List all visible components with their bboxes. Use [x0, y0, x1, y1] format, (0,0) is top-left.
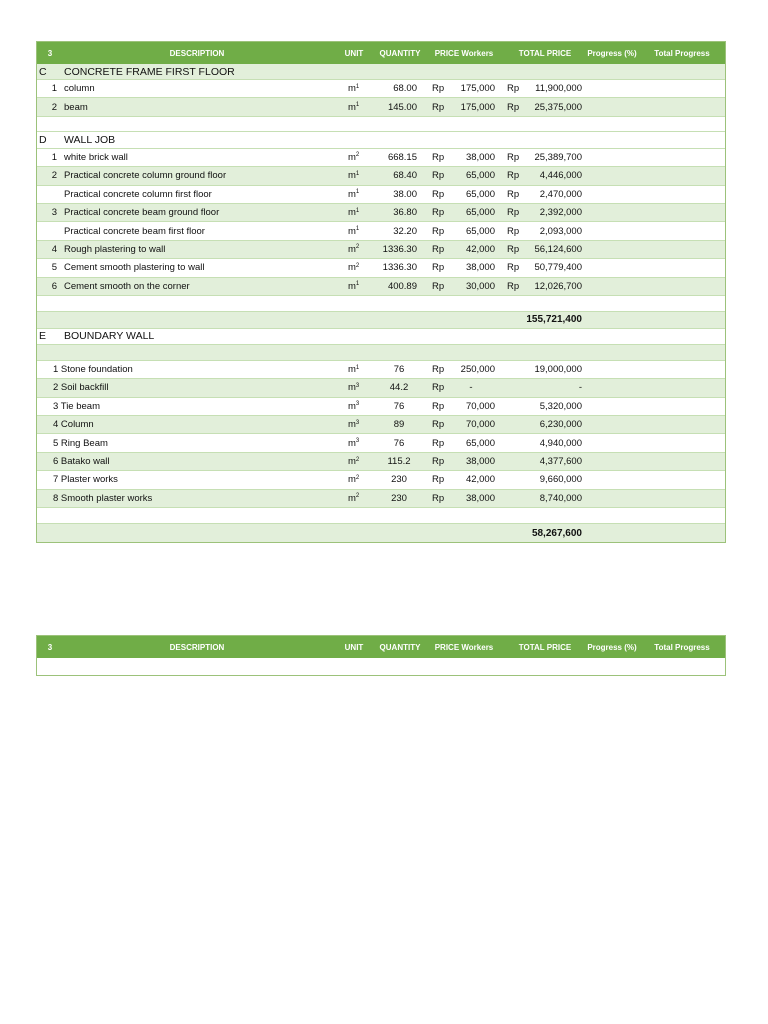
unit-sup: 2	[355, 493, 360, 500]
unit-sup: 3	[355, 438, 360, 445]
unit-base: m	[348, 225, 356, 237]
section-c-row	[37, 64, 725, 80]
row-qty: 38.00	[393, 188, 417, 200]
row-qty: 68.00	[393, 83, 417, 95]
row-unit	[348, 149, 378, 166]
row-rp: Rp	[432, 170, 445, 182]
table-row	[37, 167, 725, 185]
table-row	[37, 204, 725, 222]
table-row	[37, 149, 725, 167]
header-unit: UNIT	[344, 48, 364, 58]
cost-table-empty	[36, 635, 726, 676]
row-qty: 1336.30	[382, 262, 417, 274]
row-unit	[348, 80, 378, 97]
row-desc: Practical concrete beam ground floor	[64, 207, 220, 219]
row-total: 2,093,000	[539, 225, 582, 237]
empty-row	[37, 117, 725, 132]
row-qty: 668.15	[387, 151, 417, 163]
unit-base: m	[348, 170, 356, 182]
row-price: 65,000	[465, 207, 495, 219]
row-desc: 2 Soil backfill	[53, 382, 109, 394]
row-price: 42,000	[465, 243, 495, 255]
row-desc: 4 Column	[53, 419, 94, 431]
row-desc: Cement smooth plastering to wall	[64, 262, 205, 274]
row-unit	[348, 278, 378, 295]
row-unit	[348, 453, 378, 470]
unit-base: m	[348, 382, 356, 394]
row-rp: Rp	[432, 400, 445, 412]
row-qty: 400.89	[387, 280, 417, 292]
unit-sup: 2	[355, 152, 360, 159]
row-desc: column	[64, 83, 95, 95]
row-qty: 76	[393, 400, 405, 412]
header-description: DESCRIPTION	[169, 48, 225, 58]
row-qty: 32.20	[393, 225, 417, 237]
row-price: 70,000	[465, 419, 495, 431]
row-rp: Rp	[432, 364, 445, 376]
row-unit	[348, 416, 378, 433]
row-unit	[348, 167, 378, 184]
row-desc: 7 Plaster works	[53, 474, 118, 486]
row-rp: Rp	[432, 419, 445, 431]
row-rp: Rp	[432, 83, 445, 95]
table-row	[37, 361, 725, 379]
row-total: 2,392,000	[539, 207, 582, 219]
row-total: 12,026,700	[534, 280, 582, 292]
table-row	[37, 186, 725, 204]
row-rp: Rp	[507, 83, 520, 95]
row-desc: 5 Ring Beam	[53, 437, 108, 449]
row-desc: 8 Smooth plaster works	[53, 492, 153, 504]
row-price: 38,000	[465, 262, 495, 274]
section-title: WALL JOB	[64, 133, 116, 146]
unit-base: m	[348, 207, 356, 219]
row-qty: 230	[391, 492, 407, 504]
empty-row	[37, 296, 725, 312]
row-total: 5,320,000	[539, 400, 582, 412]
header-total-progress: Total Progress	[654, 48, 710, 58]
row-unit	[348, 204, 378, 221]
unit-sup: 1	[355, 364, 360, 371]
unit-sup: 1	[355, 189, 360, 196]
unit-sup: 2	[355, 474, 360, 481]
row-desc: white brick wall	[64, 151, 128, 163]
row-rp: Rp	[507, 243, 520, 255]
unit-base: m	[348, 456, 356, 468]
row-rp: Rp	[432, 262, 445, 274]
row-unit	[348, 361, 378, 378]
cost-table	[36, 41, 726, 543]
row-qty: 230	[391, 474, 407, 486]
row-total: 50,779,400	[534, 262, 582, 274]
row-price: 38,000	[465, 151, 495, 163]
row-rp: Rp	[507, 280, 520, 292]
row-no: 2	[51, 101, 57, 113]
header-no: 3	[47, 48, 53, 58]
row-desc: Practical concrete column ground floor	[64, 170, 227, 182]
unit-base: m	[348, 188, 356, 200]
row-desc: 3 Tie beam	[53, 400, 100, 412]
row-total: 4,940,000	[539, 437, 582, 449]
row-qty: 89	[393, 419, 405, 431]
table-row	[37, 222, 725, 240]
unit-sup: 1	[355, 170, 360, 177]
row-qty: 76	[393, 364, 405, 376]
row-rp: Rp	[432, 456, 445, 468]
row-rp: Rp	[432, 437, 445, 449]
row-rp: Rp	[432, 492, 445, 504]
row-total: 25,375,000	[534, 101, 582, 113]
row-qty: 68.40	[393, 170, 417, 182]
table-row	[37, 471, 725, 489]
row-desc: 6 Batako wall	[53, 456, 110, 468]
unit-base: m	[348, 437, 356, 449]
table-row	[37, 379, 725, 397]
unit-base: m	[348, 492, 356, 504]
row-unit	[348, 98, 378, 115]
row-price: 70,000	[465, 400, 495, 412]
header-unit: UNIT	[344, 642, 364, 652]
row-total: 4,446,000	[539, 170, 582, 182]
row-rp: Rp	[507, 101, 520, 113]
row-total: 19,000,000	[534, 364, 582, 376]
empty-row	[37, 508, 725, 524]
row-total: 6,230,000	[539, 419, 582, 431]
unit-sup: 2	[355, 456, 360, 463]
row-qty: 36.80	[393, 207, 417, 219]
row-total: 56,124,600	[534, 243, 582, 255]
row-total: 2,470,000	[539, 188, 582, 200]
table-row	[37, 453, 725, 471]
row-rp: Rp	[432, 188, 445, 200]
section-d-row	[37, 132, 725, 149]
table-row	[37, 80, 725, 98]
row-rp: Rp	[432, 207, 445, 219]
table-header	[37, 42, 725, 64]
header-progress: Progress (%)	[587, 48, 637, 58]
row-price: 38,000	[465, 456, 495, 468]
row-price: 38,000	[465, 492, 495, 504]
header-total-price: TOTAL PRICE	[518, 48, 572, 58]
row-no	[37, 222, 57, 239]
unit-base: m	[348, 243, 356, 255]
row-qty: 115.2	[387, 456, 411, 468]
subtotal-row	[37, 524, 725, 542]
row-unit	[348, 222, 378, 239]
row-desc: beam	[64, 101, 88, 113]
row-unit	[348, 259, 378, 276]
row-rp: Rp	[507, 151, 520, 163]
header-no: 3	[47, 642, 53, 652]
section-title: BOUNDARY WALL	[64, 330, 155, 343]
row-price: -	[469, 382, 473, 394]
row-rp: Rp	[507, 170, 520, 182]
row-unit	[348, 490, 378, 507]
table-row	[37, 434, 725, 452]
header-price-workers: PRICE Workers	[434, 642, 494, 652]
row-qty: 44.2	[389, 382, 409, 394]
empty-row	[37, 345, 725, 361]
unit-sup: 1	[355, 102, 360, 109]
row-no: 5	[51, 262, 57, 274]
row-price: 42,000	[465, 474, 495, 486]
unit-sup: 1	[355, 207, 360, 214]
row-no: 6	[51, 280, 57, 292]
table-row	[37, 416, 725, 434]
unit-base: m	[348, 83, 356, 95]
header-total-progress: Total Progress	[654, 642, 710, 652]
row-total: 11,900,000	[535, 83, 582, 95]
row-price: 250,000	[460, 364, 495, 376]
row-unit	[348, 379, 378, 396]
row-price: 175,000	[460, 101, 495, 113]
row-total: 9,660,000	[539, 474, 582, 486]
row-no: 3	[51, 207, 57, 219]
subtotal-value: 58,267,600	[531, 527, 582, 539]
row-total: 4,377,600	[539, 456, 582, 468]
unit-sup: 2	[355, 244, 360, 251]
row-rp: Rp	[432, 382, 445, 394]
row-total: 8,740,000	[539, 492, 582, 504]
row-unit	[348, 471, 378, 488]
row-qty: 1336.30	[382, 243, 417, 255]
row-desc: Practical concrete column first floor	[64, 188, 212, 200]
empty-row	[37, 658, 725, 675]
subtotal-row	[37, 312, 725, 329]
unit-base: m	[348, 419, 356, 431]
row-price: 65,000	[465, 170, 495, 182]
section-code: C	[39, 65, 47, 78]
row-rp: Rp	[507, 188, 520, 200]
row-unit	[348, 398, 378, 415]
section-code: D	[39, 133, 47, 146]
unit-base: m	[348, 280, 356, 292]
unit-base: m	[348, 101, 356, 113]
unit-sup: 3	[355, 382, 360, 389]
header-quantity: QUANTITY	[379, 48, 421, 58]
row-unit	[348, 186, 378, 203]
header-description: DESCRIPTION	[169, 642, 225, 652]
row-qty: 145.00	[387, 101, 417, 113]
unit-sup: 3	[355, 419, 360, 426]
row-rp: Rp	[507, 225, 520, 237]
row-rp: Rp	[507, 262, 520, 274]
section-e-row	[37, 329, 725, 345]
header-progress: Progress (%)	[587, 642, 637, 652]
row-rp: Rp	[432, 243, 445, 255]
unit-sup: 3	[355, 401, 360, 408]
table-row	[37, 241, 725, 259]
unit-base: m	[348, 474, 356, 486]
row-desc: Cement smooth on the corner	[64, 280, 190, 292]
row-no: 2	[51, 170, 57, 182]
header-total-price: TOTAL PRICE	[518, 642, 572, 652]
section-title: CONCRETE FRAME FIRST FLOOR	[64, 65, 235, 78]
row-price: 175,000	[460, 83, 495, 95]
unit-sup: 1	[355, 226, 360, 233]
row-price: 65,000	[465, 188, 495, 200]
row-rp: Rp	[432, 280, 445, 292]
row-total: 25,389,700	[534, 151, 582, 163]
unit-base: m	[348, 400, 356, 412]
row-desc: Rough plastering to wall	[64, 243, 166, 255]
row-price: 30,000	[465, 280, 495, 292]
unit-base: m	[348, 262, 356, 274]
unit-sup: 1	[355, 83, 360, 90]
section-code: E	[39, 330, 47, 343]
row-qty: 76	[393, 437, 405, 449]
unit-sup: 2	[355, 262, 360, 269]
row-unit	[348, 241, 378, 258]
row-price: 65,000	[465, 437, 495, 449]
row-total: -	[578, 382, 582, 394]
table-header	[37, 636, 725, 658]
row-rp: Rp	[432, 101, 445, 113]
table-row	[37, 278, 725, 296]
header-quantity: QUANTITY	[379, 642, 421, 652]
row-rp: Rp	[432, 151, 445, 163]
unit-sup: 1	[355, 281, 360, 288]
row-rp: Rp	[432, 474, 445, 486]
table-row	[37, 259, 725, 277]
row-no: 1	[51, 83, 57, 95]
row-rp: Rp	[432, 225, 445, 237]
row-desc: 1 Stone foundation	[53, 364, 133, 376]
unit-base: m	[348, 364, 356, 376]
row-no: 4	[51, 243, 57, 255]
unit-base: m	[348, 151, 356, 163]
row-rp: Rp	[507, 207, 520, 219]
row-unit	[348, 434, 378, 451]
header-price-workers: PRICE Workers	[434, 48, 494, 58]
table-row	[37, 398, 725, 416]
row-no: 1	[51, 151, 57, 163]
subtotal-value: 155,721,400	[526, 314, 582, 326]
table-row	[37, 490, 725, 508]
row-desc: Practical concrete beam first floor	[64, 225, 205, 237]
table-row	[37, 98, 725, 116]
row-price: 65,000	[465, 225, 495, 237]
row-no	[37, 186, 57, 203]
